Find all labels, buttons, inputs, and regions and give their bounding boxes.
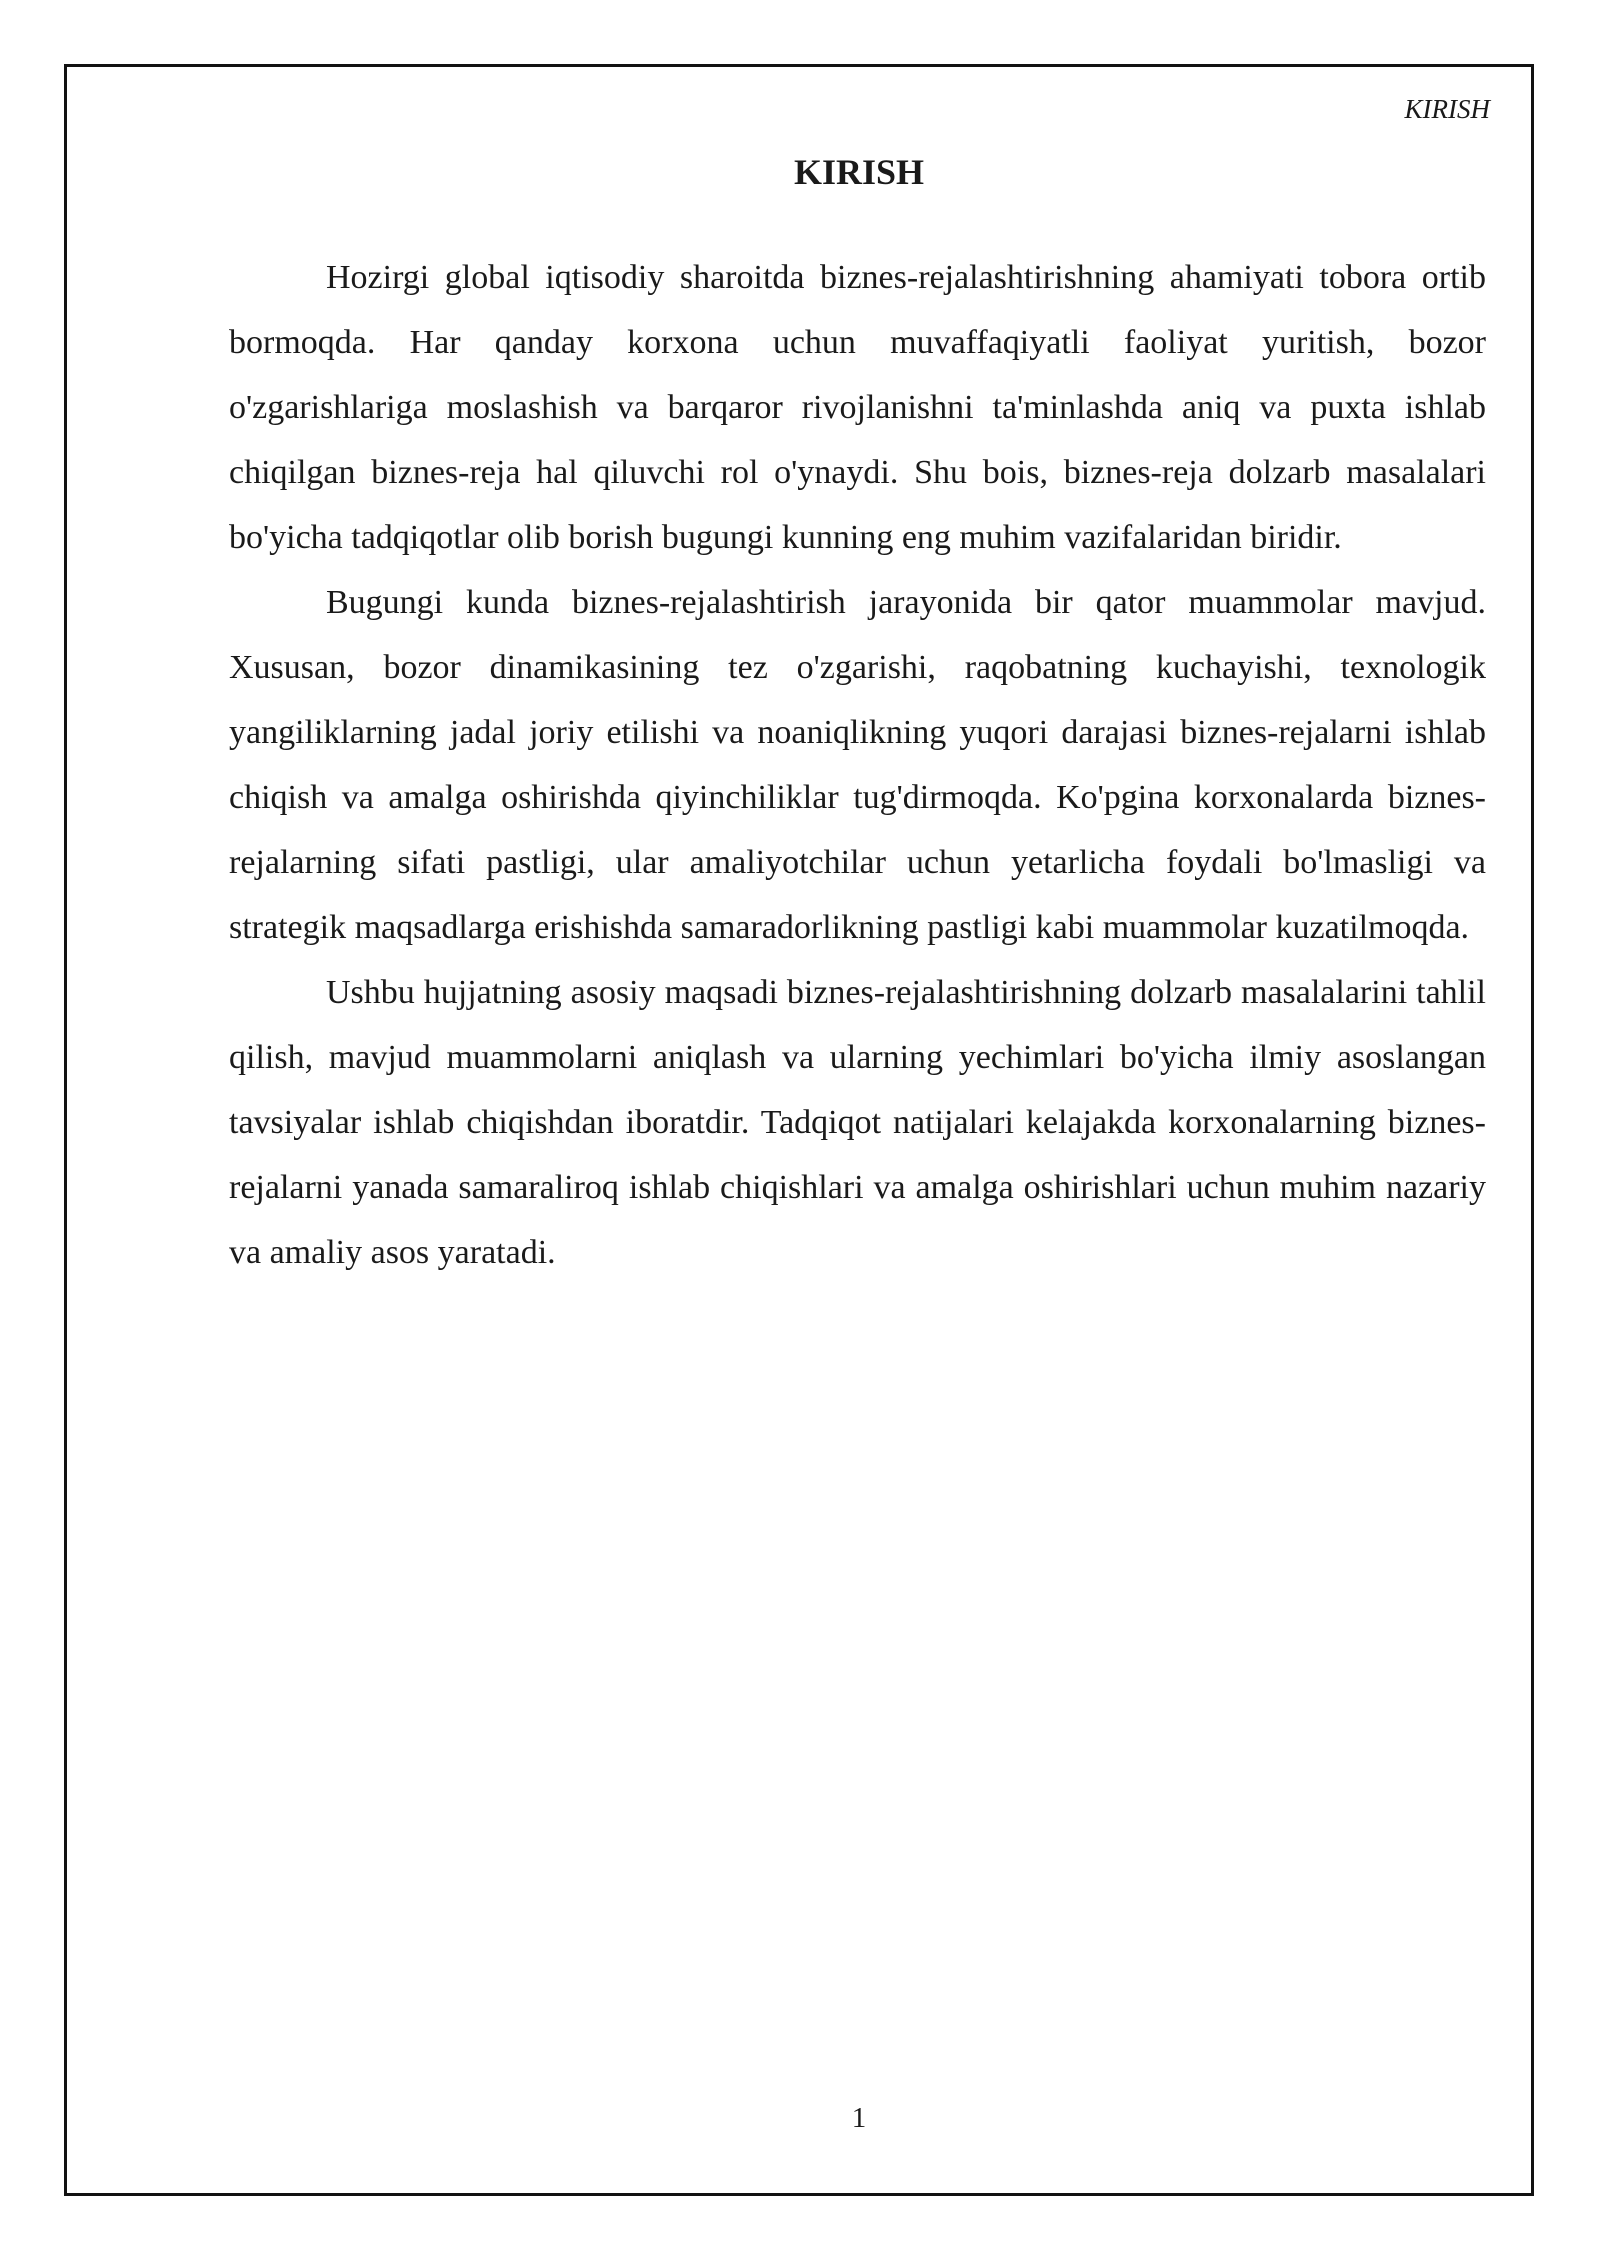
paragraph-2: Bugungi kunda biznes-rejalashtirish jarayonida bir qator muammolar mavjud. Xususan, bozor dinamikasining tez o'zgarishi, raqobatning kuchayishi, texnologik yangiliklarning jadal joriy etilishi va noaniqlikning yuqori darajasi biznes-rejalarni ishlab chiqish va amalga oshirishda qiyinchiliklar tug'dirmoqda. Ko'pgina korxonalarda biznes-rejalarning sifati pastligi, ular amaliyotchilar uchun yetarlicha foydali bo'lmasligi va strategik maqsadlarga erishishda samaradorlikning pastligi kabi muammolar kuzatilmoqda. <box>229 584 1486 946</box>
paragraph-3: Ushbu hujjatning asosiy maqsadi biznes-rejalashtirishning dolzarb masalalarini tahlil qilish, mavjud muammolarni aniqlash va ularning yechimlari bo'yicha ilmiy asoslangan tavsiyalar ishlab chiqishdan iboratdir. Tadqiqot natijalari kelajakda korxonalarning biznes-rejalarni yanada samaraliroq ishlab chiqishlari va amalga oshirishlari uchun muhim nazariy va amaliy asos yaratadi. <box>229 974 1486 1271</box>
page-title: KIRISH <box>793 152 925 192</box>
document-body <box>229 245 1486 1285</box>
paragraph-1: Hozirgi global iqtisodiy sharoitda biznes-rejalashtirishning ahamiyati tobora ortib bormoqda. Har qanday korxona uchun muvaffaqiyatli faoliyat yuritish, bozor o'zgarishlariga moslashish va barqaror rivojlanishni ta'minlashda aniq va puxta ishlab chiqilgan biznes-reja hal qiluvchi rol o'ynaydi. Shu bois, biznes-reja dolzarb masalalari bo'yicha tadqiqotlar olib borish bugungi kunning eng muhim vazifalaridan biridir. <box>229 259 1486 556</box>
page-number: 1 <box>851 2102 867 2134</box>
running-header: KIRISH <box>1404 94 1490 124</box>
